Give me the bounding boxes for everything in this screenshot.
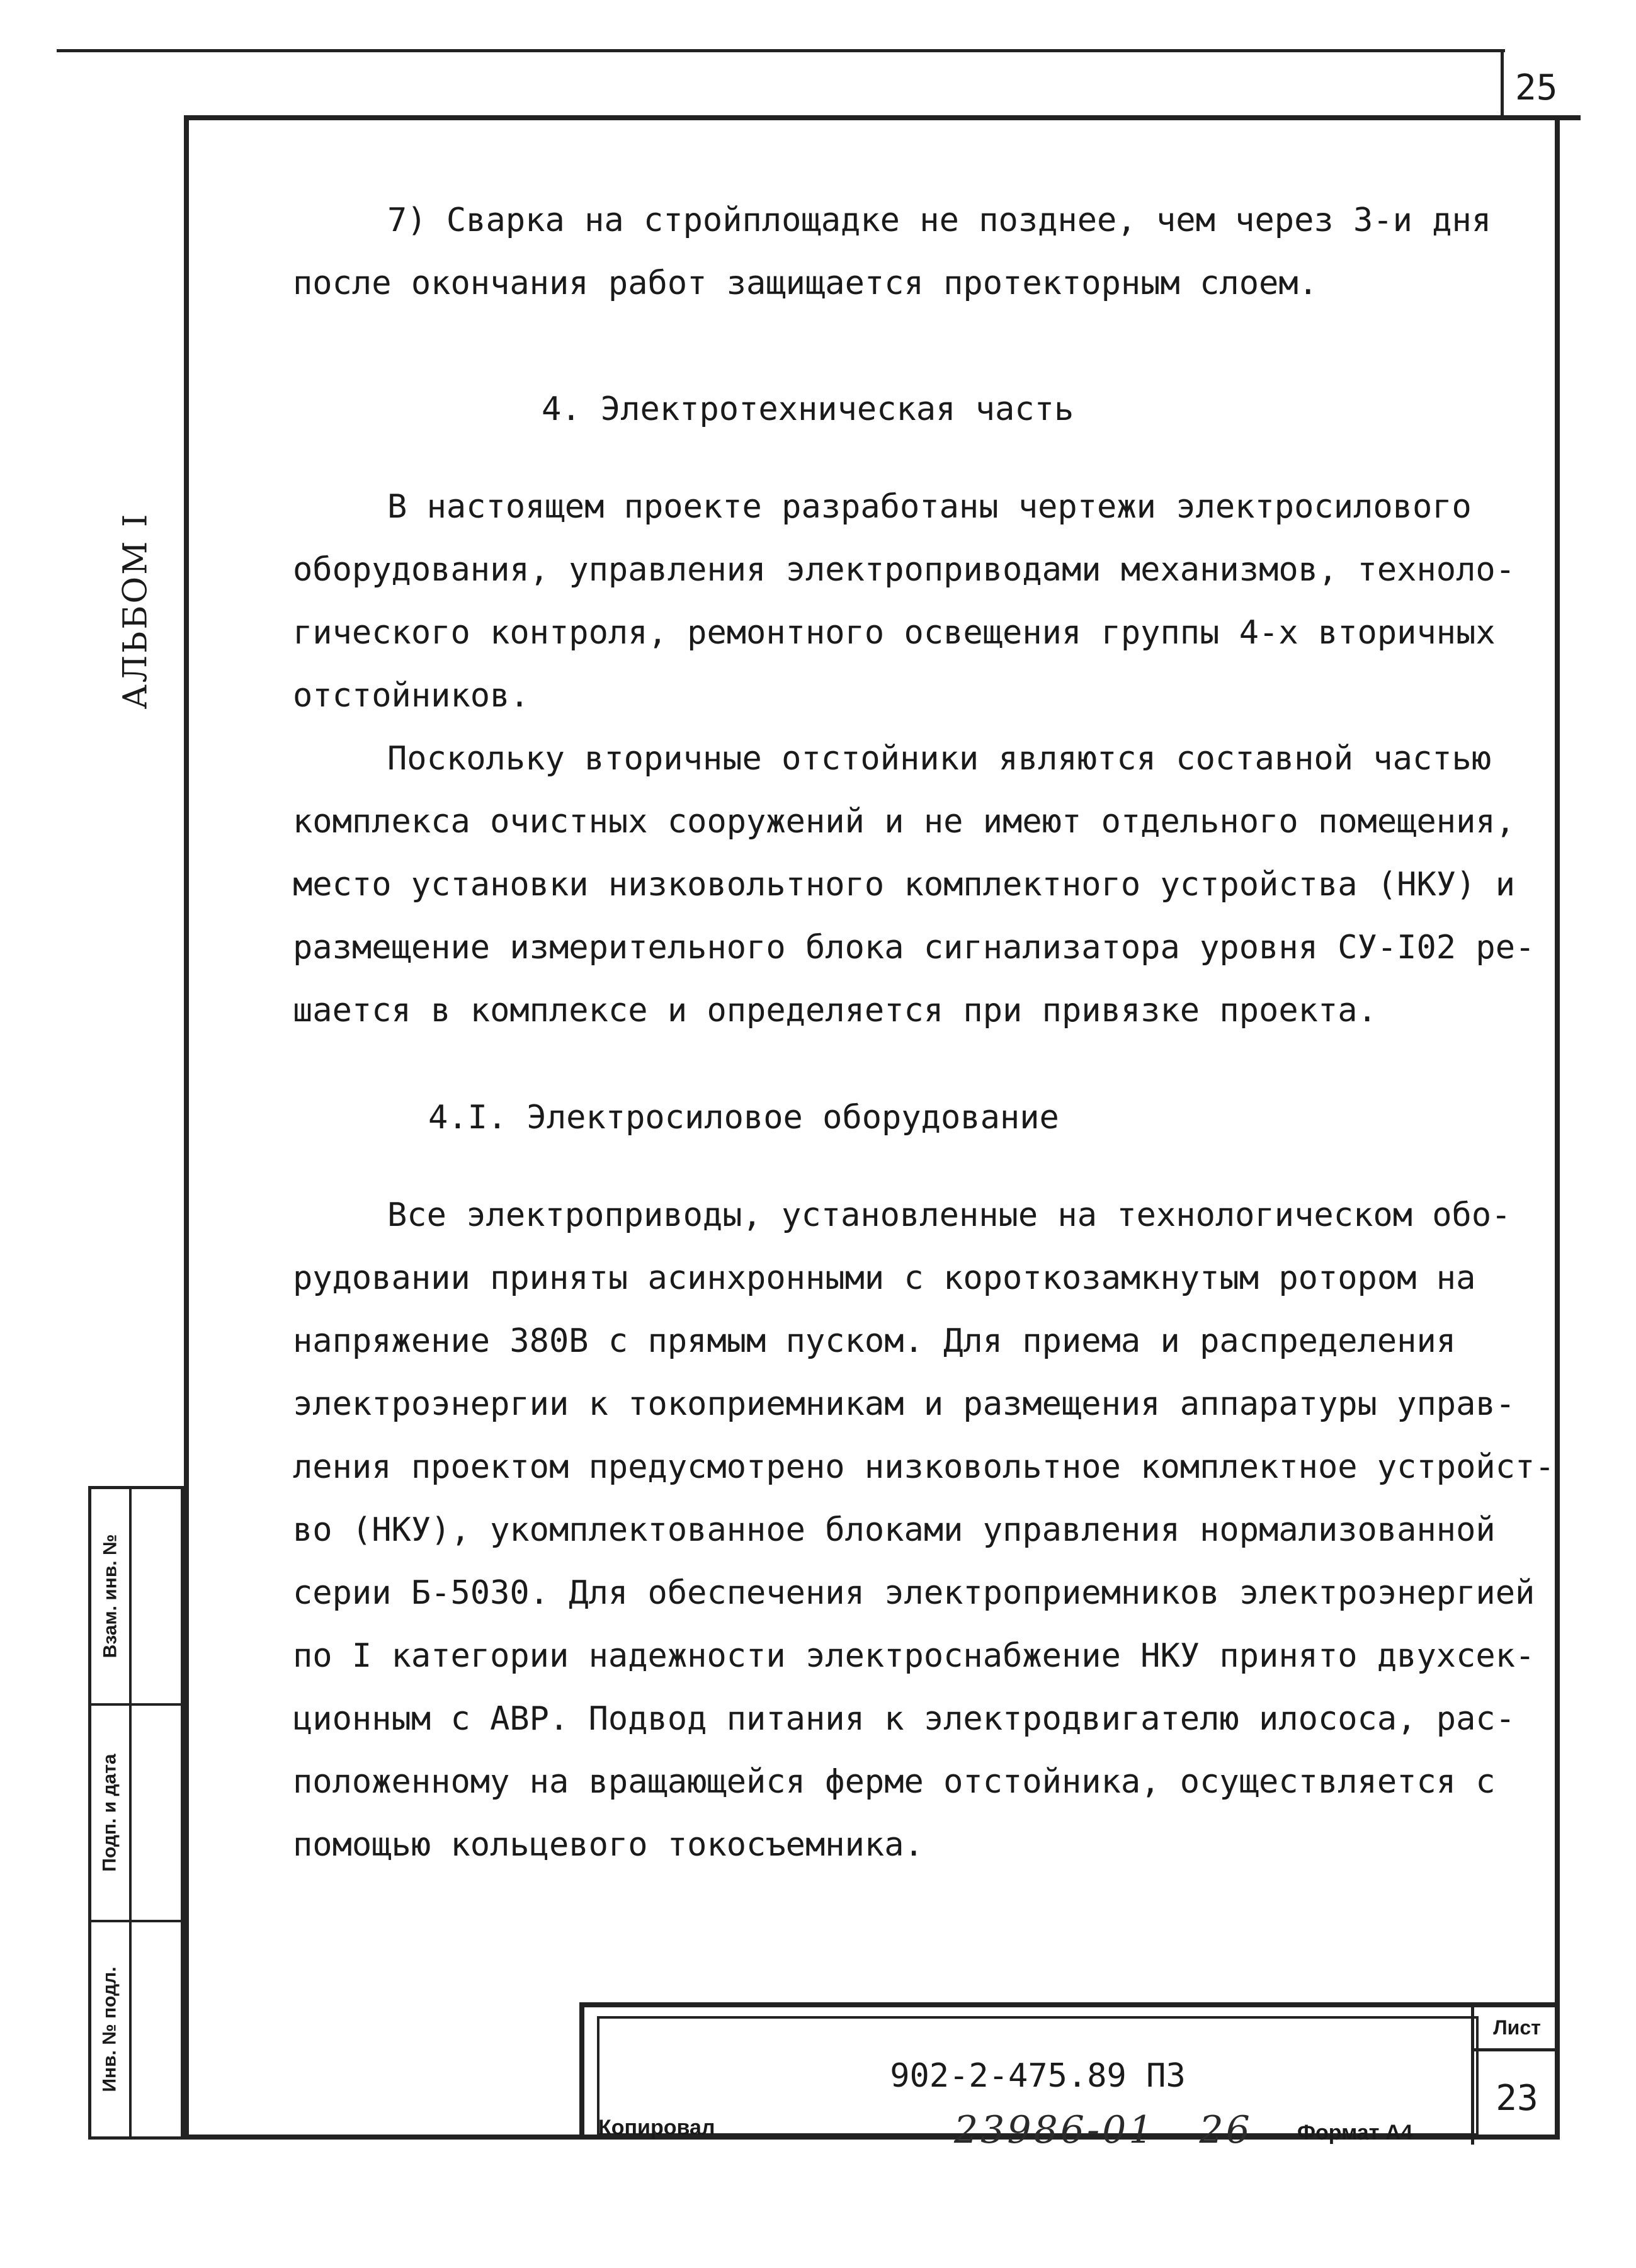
text-line: отстойников. [293,677,530,715]
stamp-value-cell [132,1922,181,2136]
text-line: напряжение 380В с прямым пуском. Для приема и распределения [293,1322,1457,1360]
text-line: положенному на вращающейся ферме отстойника, осуществляется с [293,1763,1496,1801]
stamp-label: Инв. № подл. [99,1966,120,2092]
stamp-value-cell [132,1489,181,1706]
text-line: 7) Сварка на стройплощадке не позднее, чем через 3-и дня [387,201,1492,239]
footer-format: Формат А4 [1297,2121,1413,2145]
text-line: серии Б-5030. Для обеспечения электроприемников электроэнергией [293,1574,1535,1612]
album-label [116,512,155,710]
text-line: во (НКУ), укомплектованное блоками управления нормализованной [293,1511,1496,1549]
stamp-label: Подп. и дата [99,1754,120,1872]
page-number: 25 [1501,49,1582,115]
text-line: помощью кольцевого токосъемника. [293,1826,924,1864]
text-line: размещение измерительного блока сигнализатора уровня СУ-I02 ре- [293,929,1535,967]
text-line: ления проектом предусмотрено низковольтное комплектное устройст- [293,1448,1555,1486]
text-line: оборудования, управления электроприводами механизмов, техноло- [293,551,1516,589]
paragraph-project-drawings [293,475,1516,727]
stamp-values-column [132,1489,181,2136]
sheet-label: Лист [1471,2007,1560,2051]
stamp-labels-column [91,1489,132,2136]
text-line: по I категории надежности электроснабжение НКУ принято двухсек- [293,1637,1535,1675]
stamp-value-cell [132,1706,181,1922]
text-line: Все электроприводы, установленные на технологическом обо- [387,1196,1511,1234]
section-heading-4-1: 4.I. Электросиловое оборудование [428,1099,1059,1137]
text-line: ционным с АВР. Подвод питания к электродвигателю илососа, рас- [293,1700,1516,1738]
order-copy: 26 [1199,2108,1253,2152]
order-number: 23986-01 [954,2108,1156,2152]
text-line: рудовании приняты асинхронными с короткозамкнутым ротором на [293,1259,1476,1297]
top-rule [57,49,1505,52]
text-line: после окончания работ защищается протекторным слоем. [293,264,1318,302]
footer-order-number [954,2108,1253,2152]
footer-copied-label: Копировал [598,2116,715,2140]
text-line: электроэнергии к токоприемникам и размещения аппаратуры управ- [293,1385,1516,1423]
sheet-number: 23 [1471,2051,1560,2145]
frame-corner-mark [1555,115,1581,120]
album-label-text: АЛЬБОМ I [116,512,155,710]
paragraph-settlers [293,727,1535,1042]
stamp-cell-replaced-inv [91,1489,129,1706]
approval-stamp-table [88,1486,184,2140]
paragraph-power-equipment [293,1184,1555,1876]
text-line: гического контроля, ремонтного освещения группы 4-х вторичных [293,614,1496,652]
text-line: Поскольку вторичные отстойники являются составной частью [387,740,1492,778]
stamp-cell-signature-date [91,1706,129,1922]
text-line: шается в комплексе и определяется при привязке проекта. [293,992,1377,1029]
text-line: место установки низковольтного комплектного устройства (НКУ) и [293,866,1516,904]
stamp-cell-original-inv [91,1922,129,2136]
stamp-label: Взам. инв. № [99,1534,121,1658]
text-line: В настоящем проекте разработаны чертежи электросилового [387,488,1472,526]
document-designation: 902-2-475.89 ПЗ [597,2016,1479,2136]
paragraph-welding [293,189,1492,315]
section-heading-4: 4. Электротехническая часть [542,390,1074,428]
text-line: комплекса очистных сооружений и не имеют отдельного помещения, [293,803,1516,841]
